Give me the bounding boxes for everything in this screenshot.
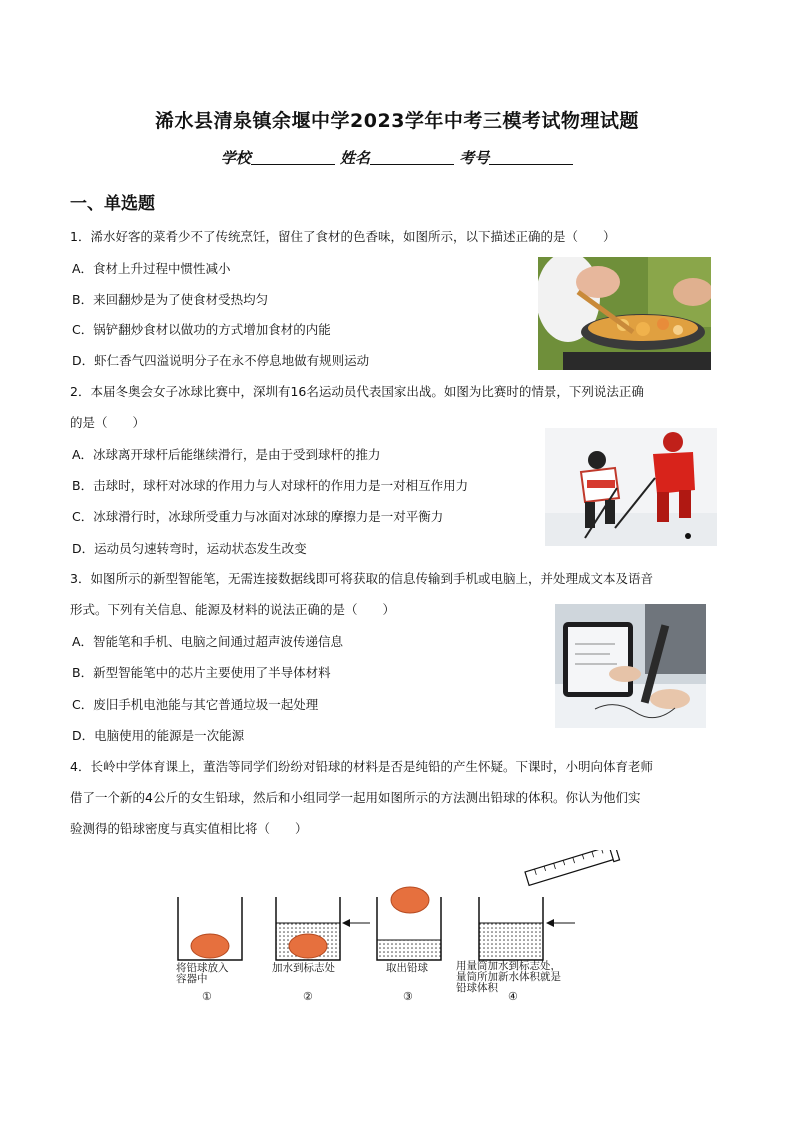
ice-hockey-photo <box>545 428 717 546</box>
step1-caption-line2: 容器中 <box>176 973 208 985</box>
q1-option-b: B．来回翻炒是为了使食材受热均匀 <box>72 292 269 307</box>
q3-stem-line1: 3．如图所示的新型智能笔，无需连接数据线即可将获取的信息传输到手机或电脑上，并处理成文本及语音 <box>70 571 653 586</box>
step4-number: ④ <box>508 990 518 1003</box>
smart-pen-photo <box>555 604 706 728</box>
q1-option-a: A．食材上升过程中惯性减小 <box>72 261 231 276</box>
step4-caption-line2: 量筒所加新水体积就是 <box>456 971 561 983</box>
school-label: 学校 <box>220 149 251 167</box>
name-label: 姓名 <box>339 149 370 167</box>
exam-title: 浠水县清泉镇余堰中学2023学年中考三模考试物理试题 <box>155 110 639 132</box>
step4-caption-line3: 铅球体积 <box>456 982 498 994</box>
step4-caption-line1: 用量筒加水到标志处， <box>456 960 561 972</box>
q2-stem-line2: 的是（ ） <box>70 415 146 430</box>
q3-option-a: A．智能笔和手机、电脑之间通过超声波传递信息 <box>72 634 344 649</box>
q4-stem-line2: 借了一个新的4公斤的女生铅球，然后和小组同学一起用如图所示的方法测出铅球的体积。你认为他们实 <box>70 790 641 805</box>
step2-number: ② <box>303 990 313 1003</box>
container-2 <box>276 897 340 960</box>
q1-option-c: C．锅铲翻炒食材以做功的方式增加食材的内能 <box>72 322 331 337</box>
q2-option-d: D．运动员匀速转弯时，运动状态发生改变 <box>72 541 307 556</box>
container-4 <box>479 897 543 960</box>
cooking-photo <box>538 257 711 370</box>
exam-number-blank[interactable] <box>489 150 573 165</box>
school-blank[interactable] <box>251 150 335 165</box>
q1-stem: 1．浠水好客的菜肴少不了传统烹饪，留住了食材的色香味，如图所示，以下描述正确的是（ ） <box>70 229 616 244</box>
q2-stem-line1: 2．本届冬奥会女子冰球比赛中，深圳有16名运动员代表国家出战。如图为比赛时的情景，下列说法正确 <box>70 384 644 399</box>
container-1 <box>178 897 242 960</box>
step3-number: ③ <box>403 990 413 1003</box>
q4-stem-line3: 验测得的铅球密度与真实值相比将（ ） <box>70 821 308 836</box>
step2-caption: 加水到标志处 <box>272 962 335 974</box>
exam-number-label: 考号 <box>459 149 490 167</box>
q2-option-c: C．冰球滑行时，冰球所受重力与冰面对冰球的摩擦力是一对平衡力 <box>72 509 444 524</box>
q3-option-d: D．电脑使用的能源是一次能源 <box>72 728 245 743</box>
measuring-cylinder <box>524 850 619 887</box>
q2-option-a: A．冰球离开球杆后能继续滑行，是由于受到球杆的推力 <box>72 447 381 462</box>
q3-option-b: B．新型智能笔中的芯片主要使用了半导体材料 <box>72 665 331 680</box>
q3-option-c: C．废旧手机电池能与其它普通垃圾一起处理 <box>72 697 319 712</box>
step3-caption: 取出铅球 <box>386 962 428 974</box>
step1-caption-line1: 将铅球放入 <box>176 962 229 974</box>
step1-number: ① <box>202 990 212 1003</box>
section-heading: 一、单选题 <box>70 194 155 214</box>
q4-stem-line1: 4．长岭中学体育课上，董浩等同学们纷纷对铅球的材料是否是纯铅的产生怀疑。下课时，小明向体育老师 <box>70 759 653 774</box>
q1-option-d: D．虾仁香气四溢说明分子在永不停息地做有规则运动 <box>72 353 370 368</box>
q3-stem-line2: 形式。下列有关信息、能源及材料的说法正确的是（ ） <box>70 602 396 617</box>
q2-option-b: B．击球时，球杆对冰球的作用力与人对球杆的作用力是一对相互作用力 <box>72 478 469 493</box>
container-3 <box>377 887 441 960</box>
experiment-figure <box>170 850 630 965</box>
student-info-row <box>0 147 794 168</box>
name-blank[interactable] <box>370 150 454 165</box>
